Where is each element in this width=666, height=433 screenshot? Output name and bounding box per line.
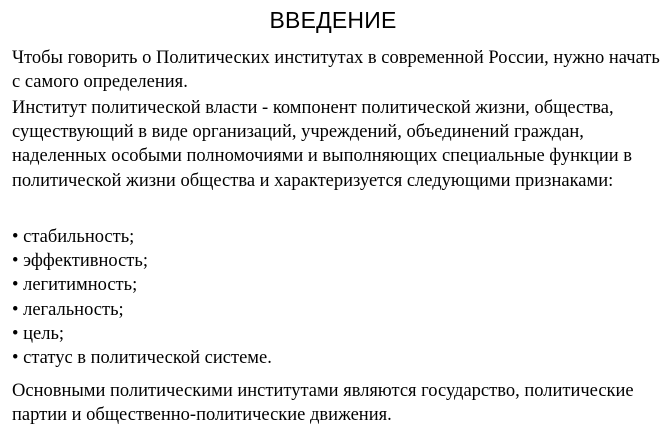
- features-list: [12, 225, 652, 370]
- definition-paragraph: Институт политической власти - компонент политической жизни, общества, существующий в виде организаций, учреждений, объединений граждан, наделенных особыми полномочиями и выполняющих специальные функции в политической жизни общества и характеризуется следующими признаками:: [12, 98, 633, 191]
- list-item: • легальность;: [12, 299, 124, 320]
- document-title: ВВЕДЕНИЕ: [269, 7, 397, 33]
- list-item: • эффективность;: [12, 251, 148, 272]
- list-item: • цель;: [12, 323, 65, 344]
- closing-paragraph: Основными политическими институтами являются государство, политические партии и общественно-политические движения.: [12, 381, 634, 426]
- list-item: • статус в политической системе.: [12, 348, 272, 369]
- list-item: • стабильность;: [12, 227, 135, 247]
- intro-paragraph: Чтобы говорить о Политических институтах в современной России, нужно начать с самого определения.: [12, 48, 660, 93]
- list-item: • легитимность;: [12, 275, 138, 296]
